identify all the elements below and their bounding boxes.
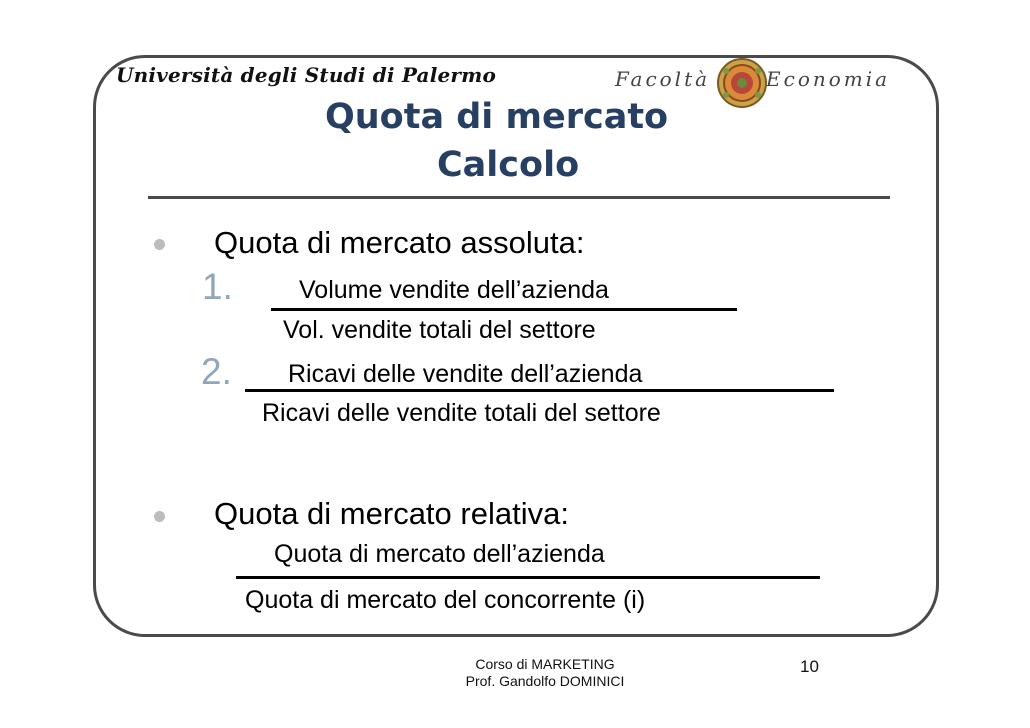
fraction-1-denominator: Vol. vendite totali del settore [283,316,596,344]
fraction-2-bar [245,389,834,392]
fraction-3-bar [236,576,820,579]
fraction-1-numerator: Volume vendite dell’azienda [299,276,609,304]
fraction-3-denominator: Quota di mercato del concorrente (i) [245,586,646,614]
university-name: Università degli Studi di Palermo [116,63,497,87]
absolute-share-heading: Quota di mercato assoluta: [214,225,585,260]
page-number: 10 [800,657,819,676]
fraction-2-numerator: Ricavi delle vendite dell’azienda [288,360,643,388]
item-number-2: 2. [201,351,232,392]
slide-subtitle: Calcolo [437,145,580,185]
title-divider [148,196,890,199]
bullet-icon [154,239,165,250]
faculty-seal-icon [716,57,768,109]
faculty-left-text: Facoltà [615,67,711,91]
fraction-2-denominator: Ricavi delle vendite totali del settore [262,399,661,427]
item-number-1: 1. [202,266,233,307]
slide-title: Quota di mercato [325,97,669,137]
course-name: Corso di MARKETING [475,656,615,672]
fraction-1-bar [271,308,737,311]
professor-name: Prof. Gandolfo DOMINICI [465,673,625,689]
bullet-icon [154,511,165,522]
relative-share-heading: Quota di mercato relativa: [214,496,569,531]
footer-credits [430,656,660,690]
fraction-3-numerator: Quota di mercato dell’azienda [274,540,605,568]
faculty-right-text: Economia [766,67,891,91]
